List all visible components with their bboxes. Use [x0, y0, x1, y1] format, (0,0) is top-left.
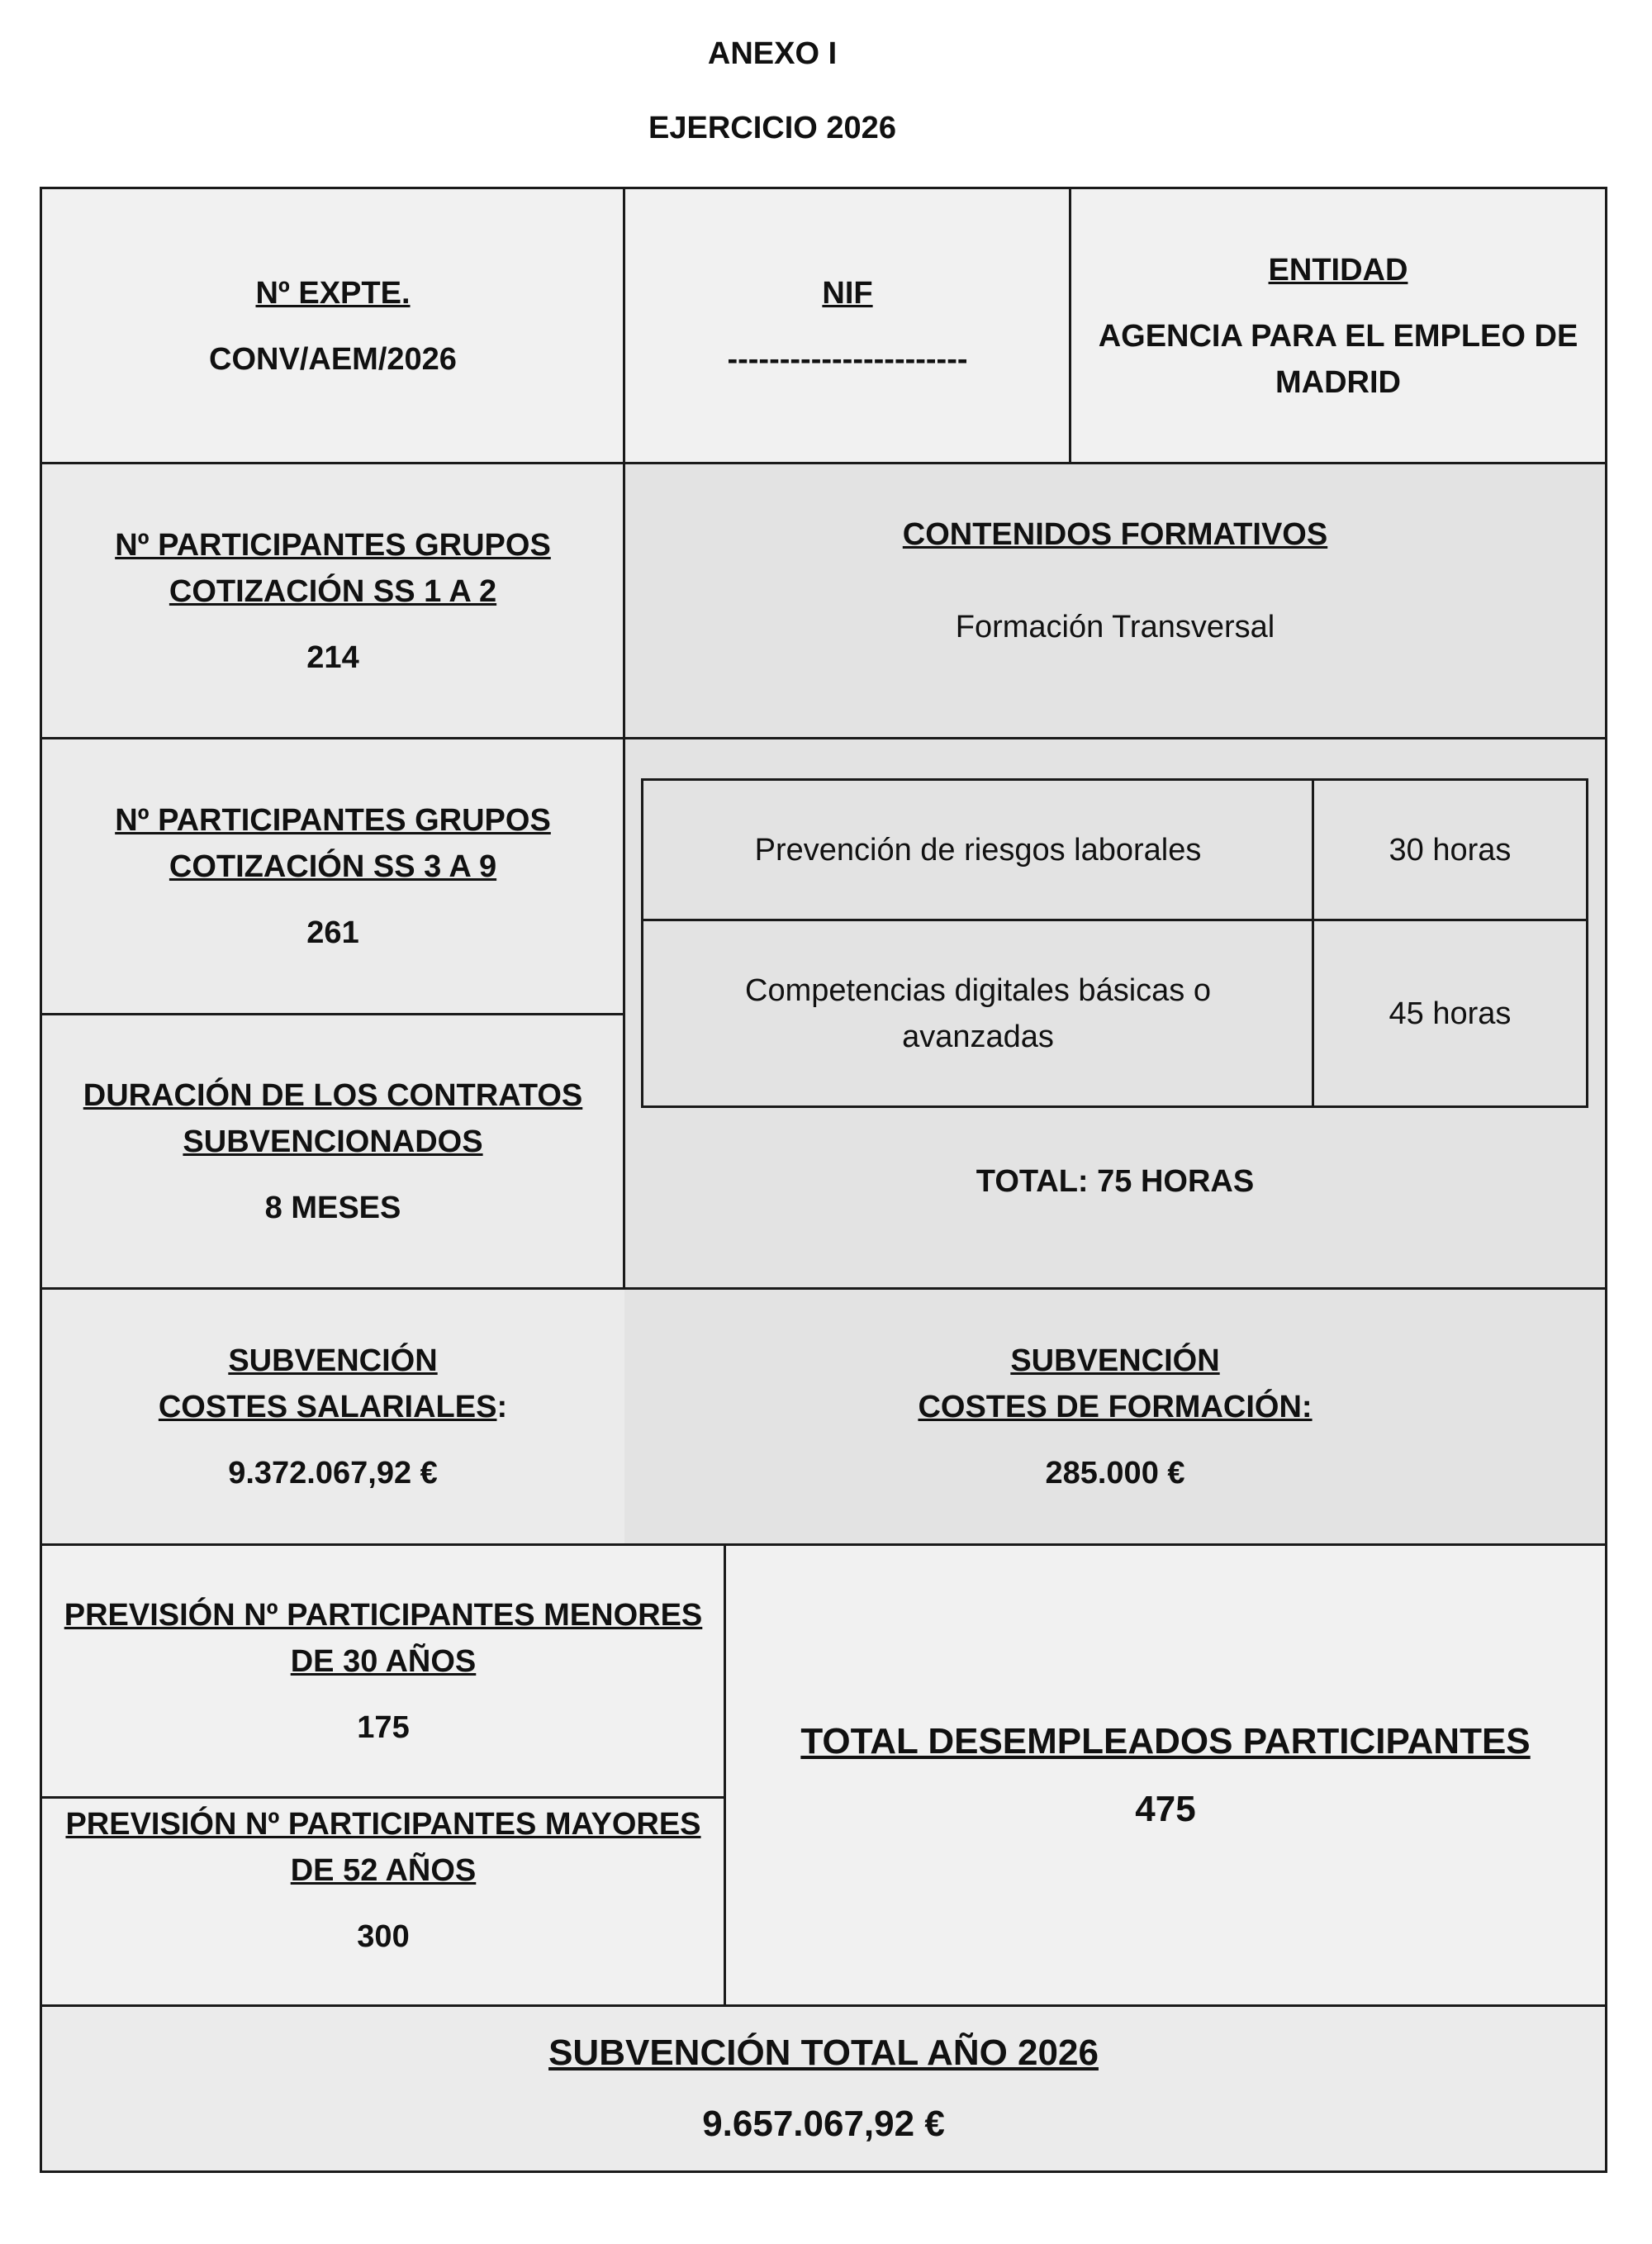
entidad-label: ENTIDAD — [1268, 252, 1408, 288]
courses-total: TOTAL: 75 HORAS — [976, 1164, 1255, 1199]
hline-row3-left — [40, 1013, 624, 1015]
mayores-label: PREVISIÓN Nº PARTICIPANTES MAYORES DE 52 AÑOS — [65, 1807, 701, 1888]
vline-nif — [1069, 187, 1071, 464]
vline-row5 — [724, 1543, 726, 2006]
courses-col-divider — [1312, 778, 1314, 1108]
formacion-cell — [624, 1289, 1606, 1545]
salariales-label-1: SUBVENCIÓN — [228, 1343, 438, 1378]
grupos-3-9-value: 261 — [306, 915, 359, 950]
subvencion-total-cell — [41, 2006, 1606, 2171]
subvencion-total-label: SUBVENCIÓN TOTAL AÑO 2026 — [548, 2032, 1099, 2073]
border-left — [40, 187, 42, 2173]
formacion-label-2: COSTES DE FORMACIÓN: — [918, 1390, 1313, 1424]
salariales-colon: : — [496, 1390, 508, 1424]
menores-value: 175 — [357, 1710, 410, 1745]
vline-main — [623, 187, 625, 1289]
grupos-1-2-label: Nº PARTICIPANTES GRUPOS COTIZACIÓN SS 1 A 2 — [115, 527, 551, 609]
grupos-3-9-label: Nº PARTICIPANTES GRUPOS COTIZACIÓN SS 3 A 9 — [115, 802, 551, 884]
formacion-label-1: SUBVENCIÓN — [1010, 1343, 1220, 1378]
courses-border-right — [1586, 778, 1588, 1108]
exercise-title: EJERCICIO 2026 — [648, 111, 896, 145]
course-hours-2: 45 horas — [1389, 996, 1512, 1031]
courses-border-bottom — [641, 1105, 1588, 1108]
contenidos-label: CONTENIDOS FORMATIVOS — [902, 517, 1328, 552]
duracion-cell — [41, 1014, 624, 1289]
hline-row4 — [40, 1287, 1607, 1290]
nif-label: NIF — [822, 275, 873, 311]
border-top — [40, 187, 1607, 189]
hline-row2 — [40, 737, 1607, 739]
hline-row6 — [40, 2004, 1607, 2007]
menores-label: PREVISIÓN Nº PARTICIPANTES MENORES DE 30 AÑOS — [64, 1598, 703, 1679]
formacion-value: 285.000 € — [1045, 1456, 1185, 1490]
border-bottom — [40, 2170, 1607, 2173]
entidad-value: AGENCIA PARA EL EMPLEO DE MADRID — [1098, 318, 1578, 400]
total-desempleados-value: 475 — [1135, 1789, 1196, 1829]
hline-row1 — [40, 462, 1607, 464]
total-desempleados-cell — [725, 1545, 1606, 2006]
mayores-value: 300 — [357, 1919, 410, 1954]
salariales-value: 9.372.067,92 € — [228, 1456, 438, 1490]
duracion-label: DURACIÓN DE LOS CONTRATOS SUBVENCIONADOS — [83, 1077, 583, 1159]
course-hours-1: 30 horas — [1389, 833, 1512, 868]
course-name-2: Competencias digitales básicas o avanzadas — [745, 973, 1211, 1054]
grupos-1-2-value: 214 — [306, 639, 359, 675]
menores-cell — [41, 1545, 725, 1798]
mayores-cell — [41, 1798, 725, 2006]
expte-value: CONV/AEM/2026 — [209, 341, 457, 377]
hline-row5 — [40, 1543, 1607, 1546]
contenidos-value: Formación Transversal — [955, 610, 1275, 644]
salariales-label-2-wrap — [159, 1384, 507, 1430]
nif-cell — [624, 188, 1070, 464]
courses-border-left — [641, 778, 643, 1108]
entidad-cell — [1070, 188, 1606, 464]
expte-label: Nº EXPTE. — [255, 275, 411, 311]
courses-divider — [641, 919, 1588, 921]
salariales-cell — [41, 1289, 624, 1545]
border-right — [1605, 187, 1607, 2173]
course-name-1: Prevención de riesgos laborales — [754, 833, 1202, 868]
hline-row5-left — [40, 1796, 725, 1799]
subvencion-total-value: 9.657.067,92 € — [702, 2104, 945, 2144]
expte-cell — [41, 188, 624, 464]
salariales-label-2: COSTES SALARIALES — [158, 1390, 497, 1424]
grupos-3-9-cell — [41, 739, 624, 1014]
annex-title: ANEXO I — [707, 36, 838, 71]
nif-value: ----------------------- — [727, 341, 968, 377]
contenidos-cell — [624, 464, 1606, 739]
duracion-value: 8 MESES — [264, 1190, 401, 1225]
grupos-1-2-cell — [41, 464, 624, 739]
courses-border-top — [641, 778, 1588, 781]
total-desempleados-label: TOTAL DESEMPLEADOS PARTICIPANTES — [800, 1721, 1531, 1761]
